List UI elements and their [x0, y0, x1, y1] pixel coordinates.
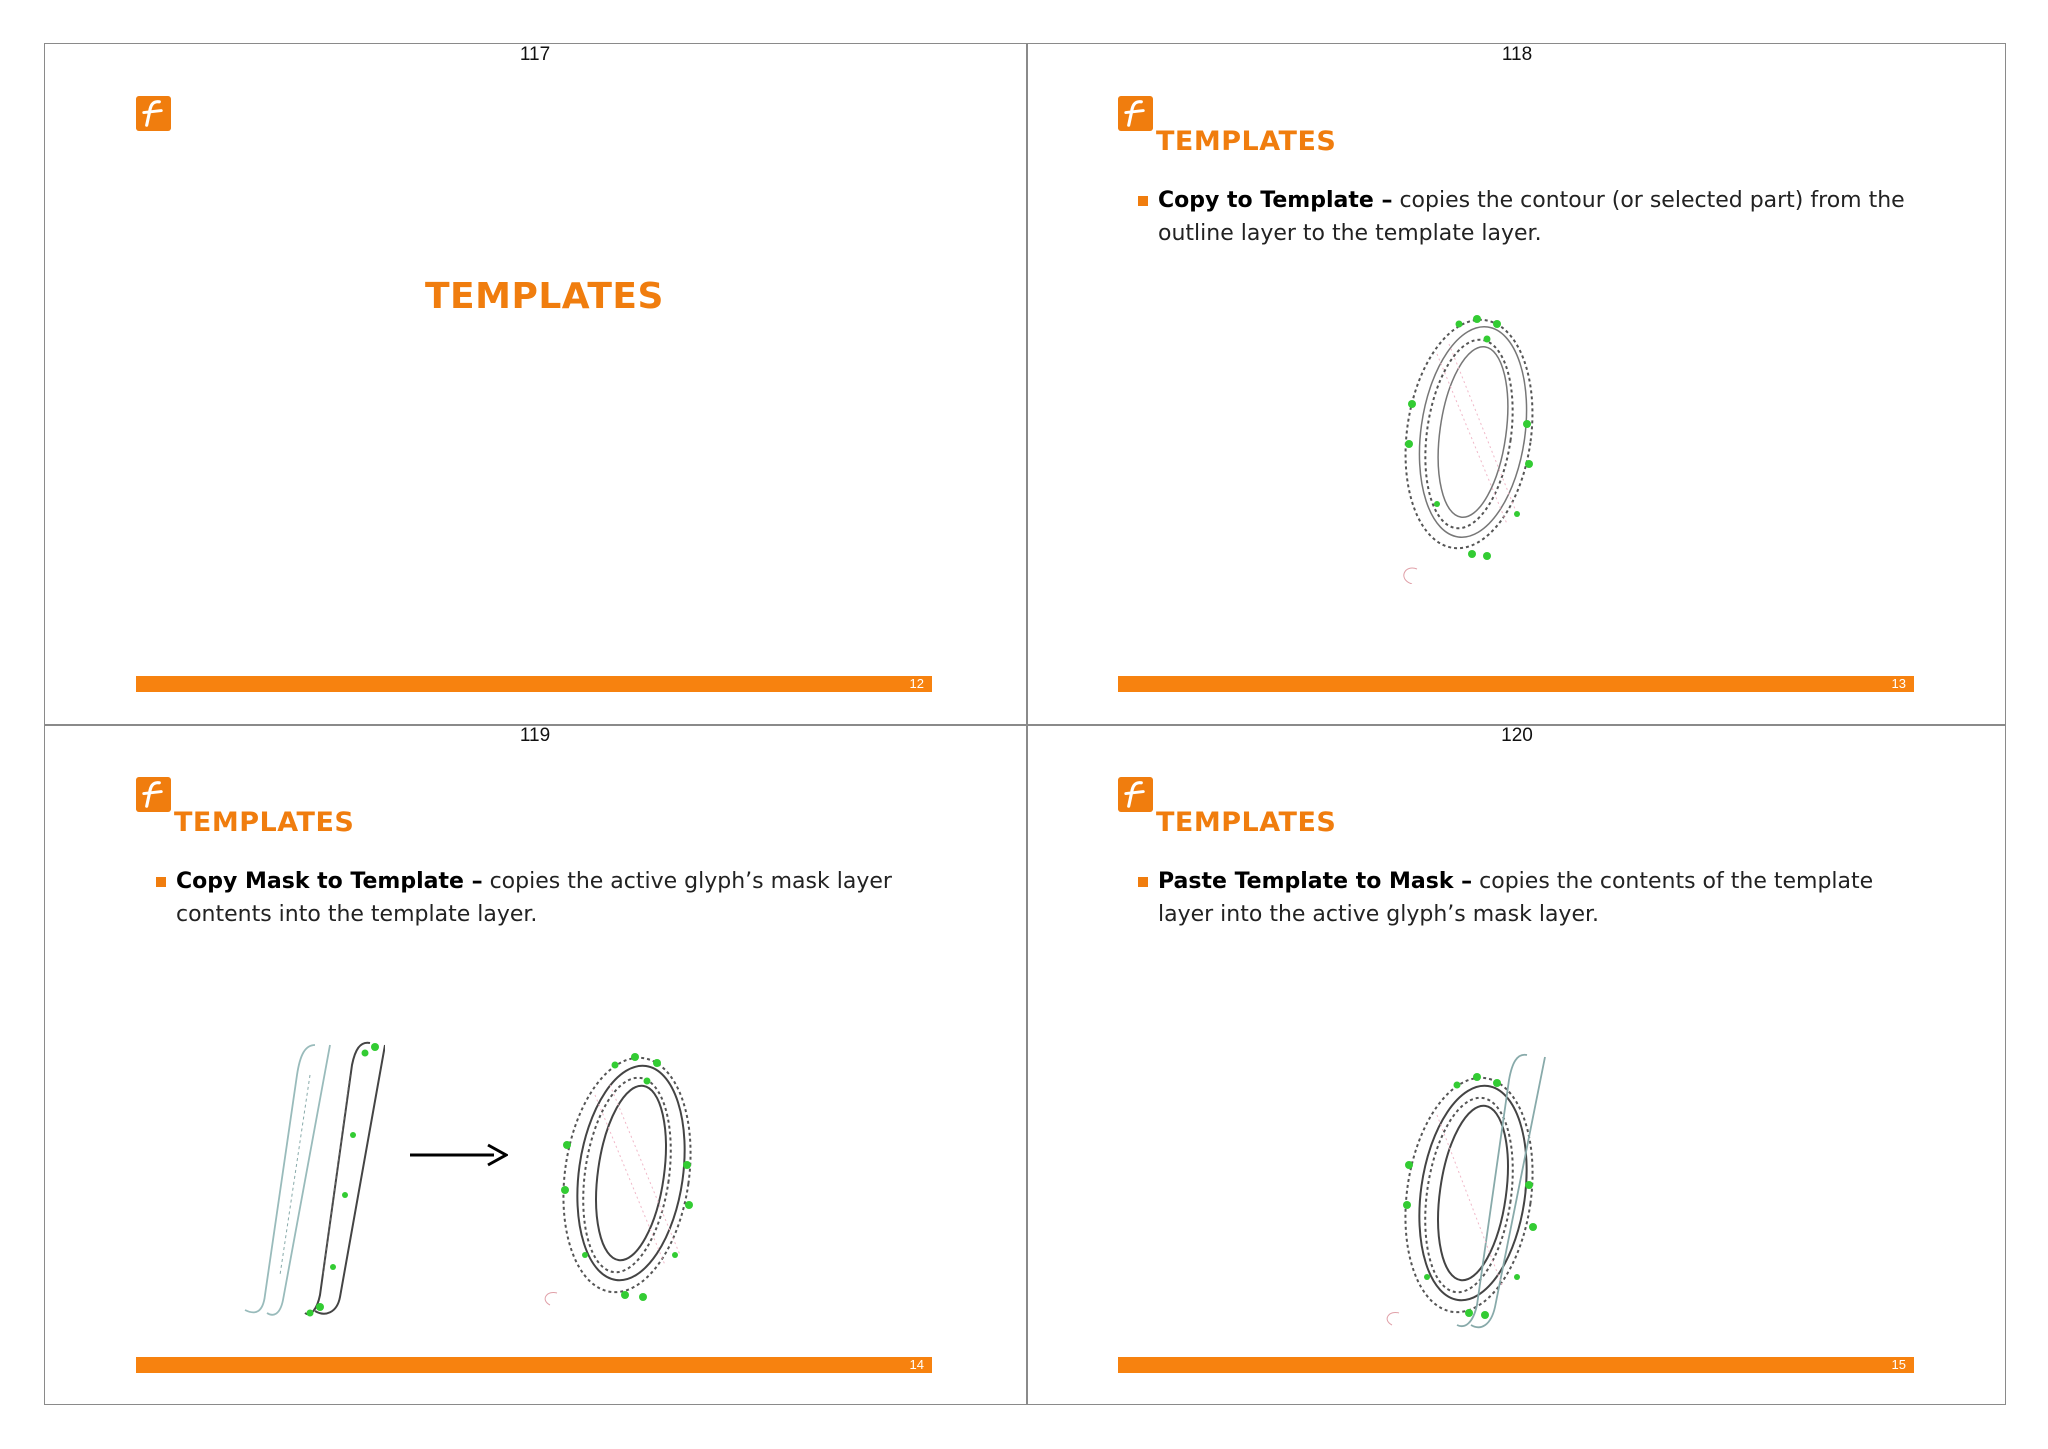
bullet-item: [1158, 184, 1918, 250]
bullet-square-icon: [1138, 877, 1148, 887]
footer-bar: [136, 1357, 932, 1373]
glyph-zero-template: [535, 1025, 715, 1325]
glyph-one-mask: [225, 1035, 385, 1325]
slide-118: [1027, 44, 2007, 724]
handout-grid: [44, 43, 2006, 1405]
bullet-term: Copy to Template –: [1158, 188, 1393, 213]
slide-title: TEMPLATES: [174, 807, 355, 838]
slide-119: [45, 725, 1025, 1405]
footer-bar: [1118, 676, 1914, 692]
bullet-term: Copy Mask to Template –: [176, 869, 483, 894]
fontlab-logo-icon: [136, 777, 171, 812]
fontlab-logo-icon: [1118, 96, 1153, 131]
page-number: 13: [1891, 676, 1906, 691]
slide-number: 117: [519, 44, 551, 65]
page-number: 15: [1891, 1357, 1906, 1372]
glyph-zero-mask: [1377, 1045, 1557, 1345]
arrow-right-icon: [408, 1140, 508, 1170]
fontlab-logo-icon: [136, 96, 171, 131]
slide-title: TEMPLATES: [1156, 126, 1337, 157]
bullet-term: Paste Template to Mask –: [1158, 869, 1473, 894]
slide-number: 118: [1501, 44, 1533, 65]
slide-117: [45, 44, 1025, 724]
bullet-square-icon: [156, 877, 166, 887]
bullet-item: [176, 865, 936, 931]
bullet-description: copies the active glyph’s mask layer contents into the template layer.: [176, 869, 892, 927]
page-number: 12: [909, 676, 924, 691]
bullet-description: copies the contents of the template layer into the active glyph’s mask layer.: [1158, 869, 1874, 927]
bullet-square-icon: [1138, 196, 1148, 206]
slide-120: [1027, 725, 2007, 1405]
page-number: 14: [909, 1357, 924, 1372]
slide-number: 120: [1501, 725, 1533, 746]
footer-bar: [136, 676, 932, 692]
slide-title: TEMPLATES: [1156, 807, 1337, 838]
fontlab-logo-icon: [1118, 777, 1153, 812]
bullet-description: copies the contour (or selected part) from the outline layer to the template layer.: [1158, 188, 1905, 246]
footer-bar: [1118, 1357, 1914, 1373]
bullet-item: [1158, 865, 1918, 931]
glyph-zero-outline: [1377, 294, 1557, 584]
slide-title: TEMPLATES: [425, 276, 664, 317]
slide-number: 119: [519, 725, 551, 746]
